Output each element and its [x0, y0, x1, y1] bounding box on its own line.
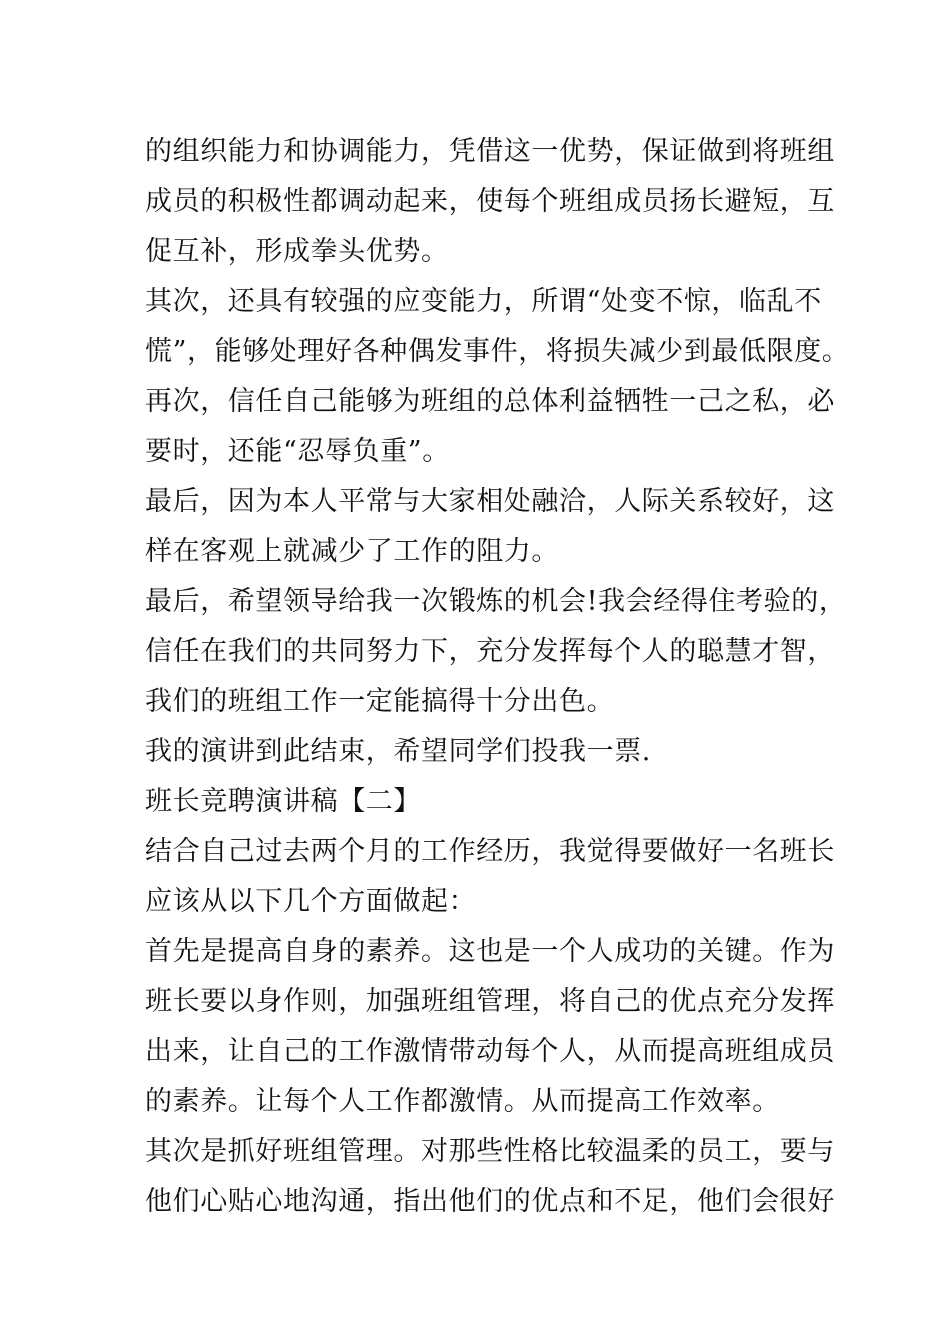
text-line: 我们的班组工作一定能搞得十分出色。 — [145, 686, 615, 717]
text-line: 我的演讲到此结束，希望同学们投我一票. — [145, 736, 651, 767]
text-line: 他们心贴心地沟通，指出他们的优点和不足，他们会很好 — [145, 1186, 835, 1217]
text-line: 出来，让自己的工作激情带动每个人，从而提高班组成员 — [145, 1036, 835, 1067]
text-line: 应该从以下几个方面做起： — [145, 886, 477, 917]
text-line: 促互补，形成拳头优势。 — [145, 236, 449, 267]
text-line: 其次是抓好班组管理。对那些性格比较温柔的员工，要与 — [145, 1136, 835, 1167]
text-line: 其次，还具有较强的应变能力，所谓“处变不惊，临乱不 — [145, 286, 822, 317]
text-line: 再次，信任自己能够为班组的总体利益牺牲一己之私，必 — [145, 386, 835, 417]
text-line: 要时，还能“忍辱负重”。 — [145, 436, 450, 467]
document-body — [145, 127, 850, 1227]
text-line: 成员的积极性都调动起来，使每个班组成员扬长避短，互 — [145, 186, 835, 217]
text-line: 的组织能力和协调能力，凭借这一优势，保证做到将班组 — [145, 136, 835, 167]
text-line: 样在客观上就减少了工作的阻力。 — [145, 536, 559, 567]
text-line: 班长要以身作则，加强班组管理，将自己的优点充分发挥 — [145, 986, 835, 1017]
text-line: 首先是提高自身的素养。这也是一个人成功的关键。作为 — [145, 936, 835, 967]
section-title: 班长竞聘演讲稿【二】 — [145, 786, 421, 817]
text-line: 结合自己过去两个月的工作经历，我觉得要做好一名班长 — [145, 836, 835, 867]
text-line: 的素养。让每个人工作都激情。从而提高工作效率。 — [145, 1086, 780, 1117]
text-line: 最后，因为本人平常与大家相处融洽，人际关系较好，这 — [145, 486, 835, 517]
text-line: 信任在我们的共同努力下，充分发挥每个人的聪慧才智， — [145, 636, 835, 667]
text-line: 最后，希望领导给我一次锻炼的机会!我会经得住考验的， — [145, 586, 847, 617]
text-line: 慌”，能够处理好各种偶发事件，将损失减少到最低限度。 — [145, 336, 850, 367]
